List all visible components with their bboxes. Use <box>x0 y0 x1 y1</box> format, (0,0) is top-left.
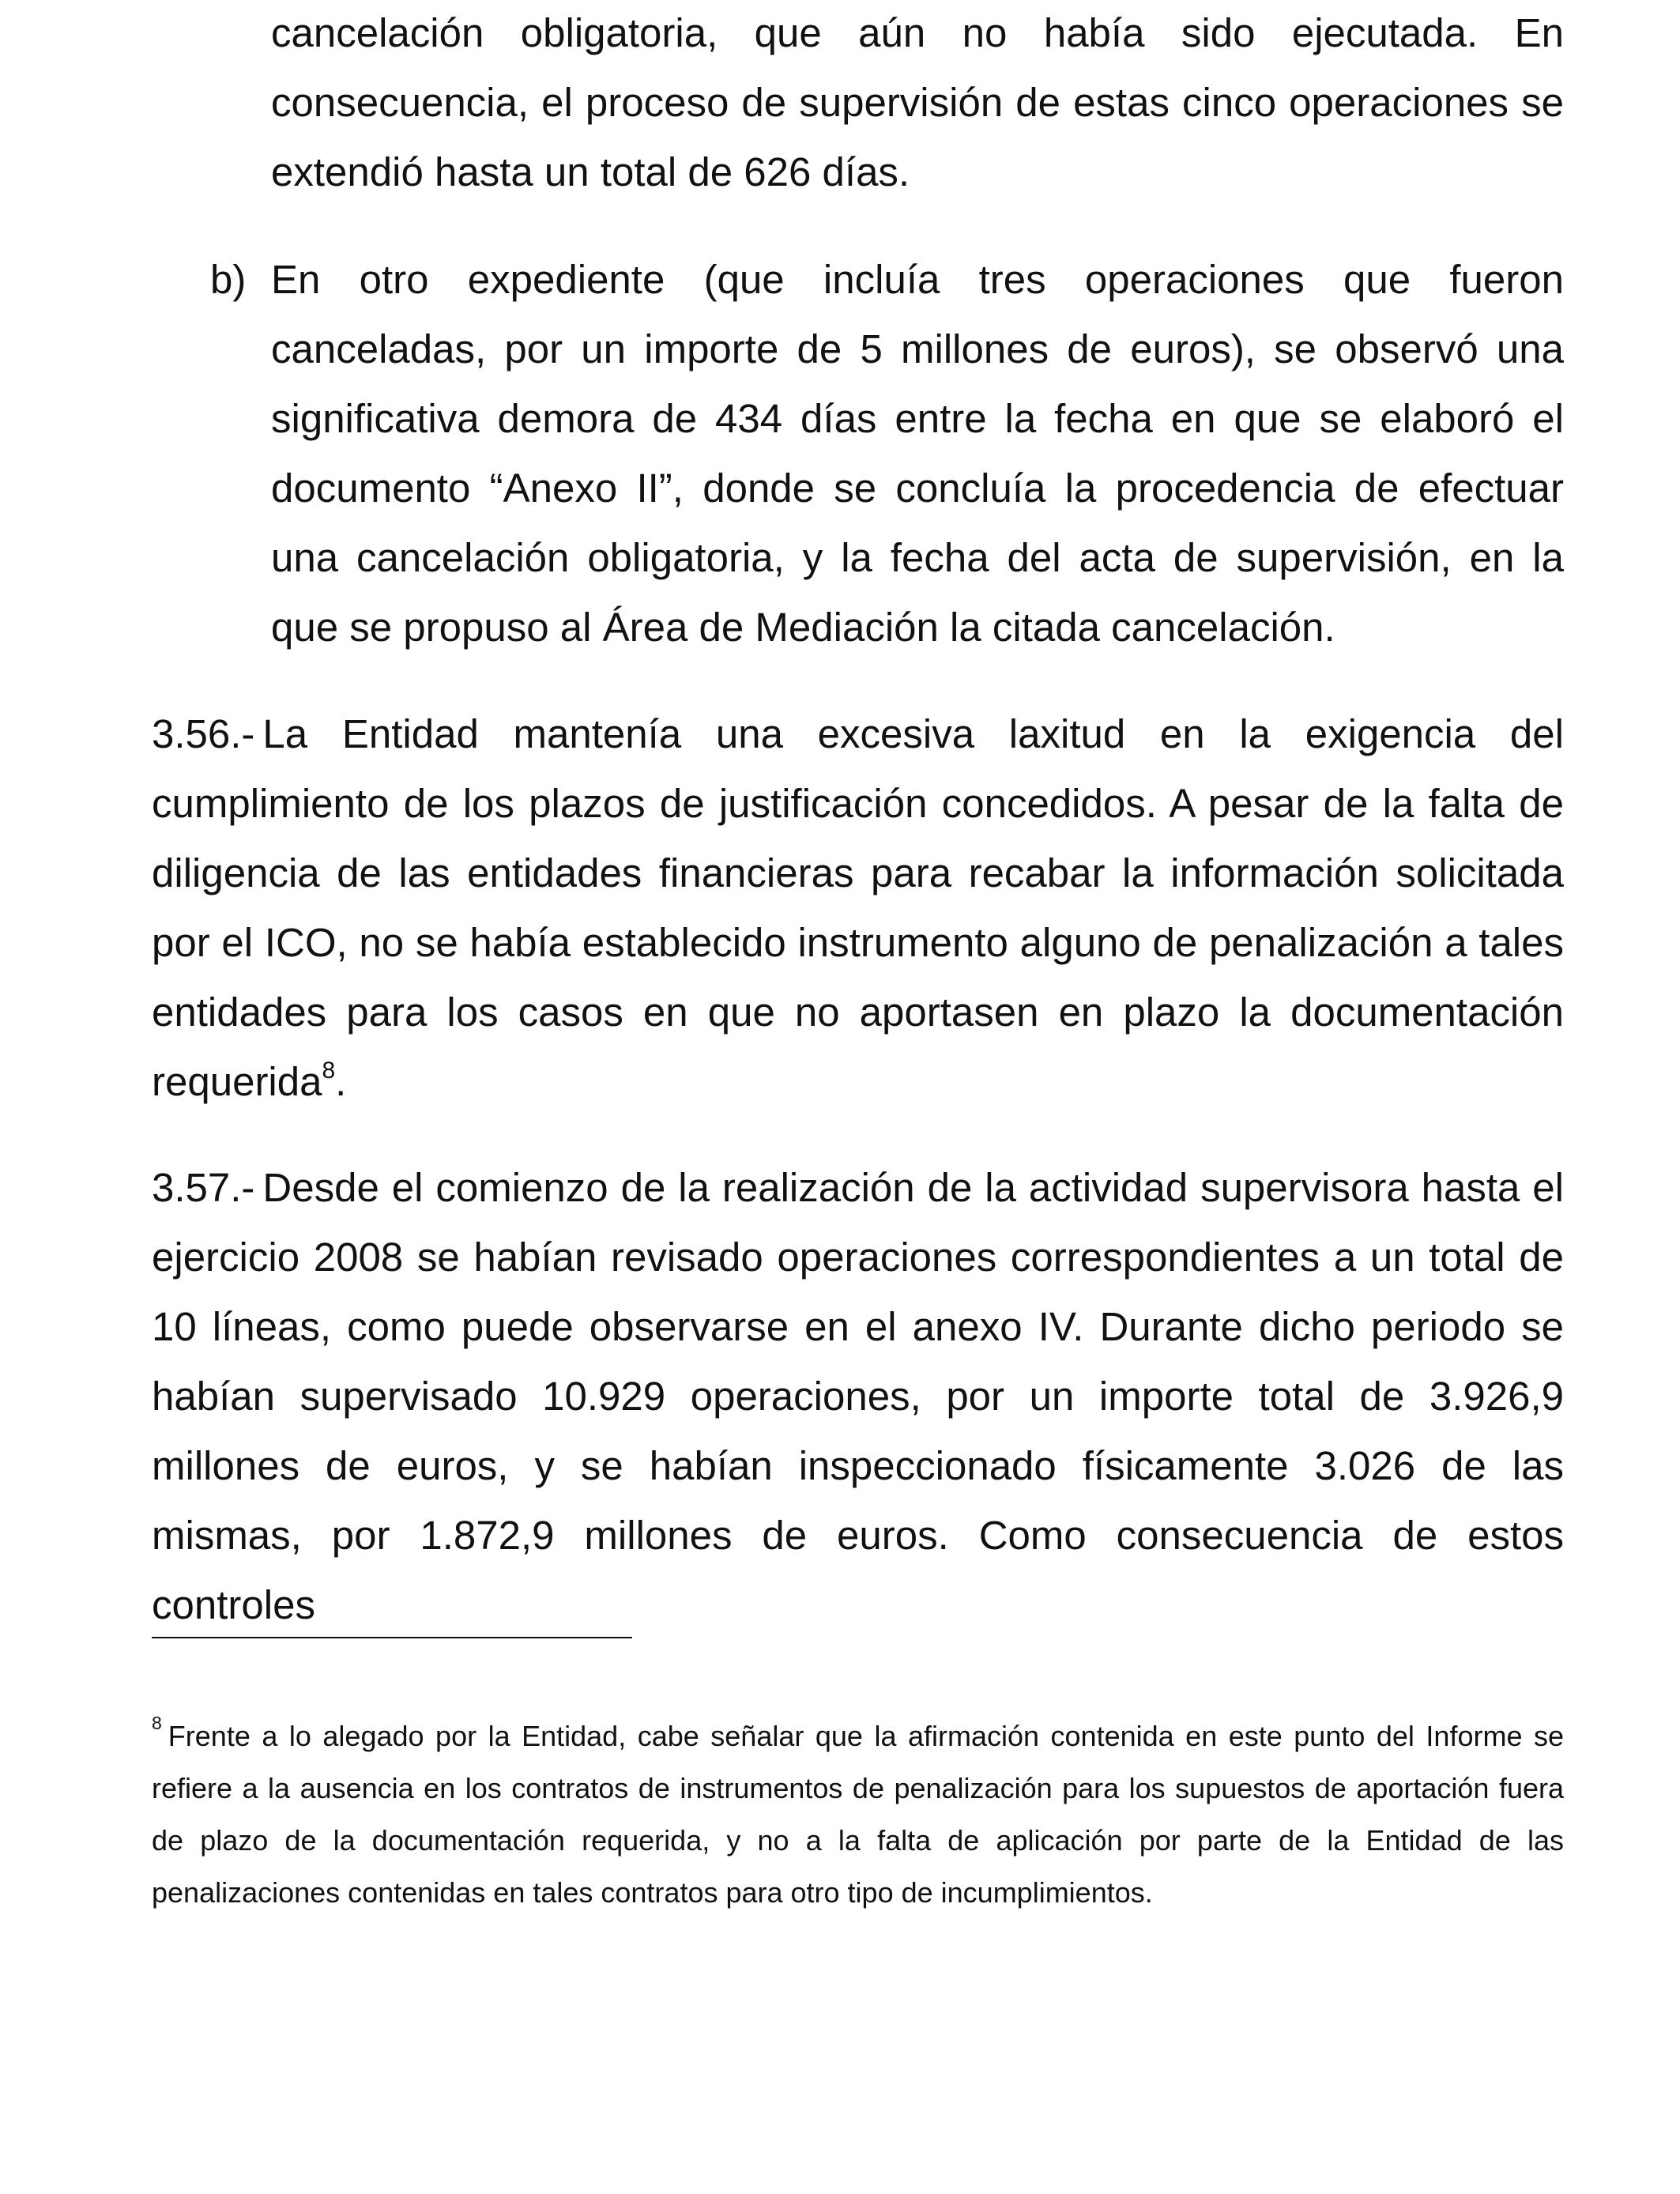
continuation-paragraph <box>271 0 1564 207</box>
footnote-8 <box>152 1710 1564 1919</box>
continuation-text: cancelación obligatoria, que aún no había sido ejecutada. En consecuencia, el proceso de supervisión de estas cinco operaciones se extendió hasta un total de 626 días. <box>271 10 1564 194</box>
footnote-separator <box>152 1637 632 1638</box>
paragraph-3-57 <box>152 1153 1564 1640</box>
list-marker-b: b) <box>210 257 247 302</box>
footnote-reference-8[interactable]: 8 <box>322 1057 336 1084</box>
paragraph-number-3-57: 3.57.- <box>152 1165 255 1210</box>
paragraph-3-57-text: Desde el comienzo de la realización de la actividad supervisora hasta el ejercicio 2008 se habían revisado operaciones correspondientes a un total de 10 líneas, como puede observarse en el anexo IV. Durante dicho periodo se habían supervisado 10.929 operaciones, por un importe total de 3.926,9 millones de euros, y se habían inspeccionado físicamente 3.026 de las mismas, por 1.872,9 millones de euros. Como consecuencia de estos controles <box>152 1165 1564 1627</box>
list-item-b <box>210 245 1564 662</box>
paragraph-number-3-56: 3.56.- <box>152 711 255 756</box>
paragraph-3-56-end: . <box>335 1059 347 1104</box>
footnote-text: Frente a lo alegado por la Entidad, cabe señalar que la afirmación contenida en este punto del Informe se refiere a la ausencia en los contratos de instrumentos de penalización para los supuestos de aportación fuera de plazo de la documentación requerida, y no a la falta de aplicación por parte de la Entidad de las penalizaciones contenidas en tales contratos para otro tipo de incumplimientos. <box>152 1720 1564 1909</box>
paragraph-3-56 <box>152 699 1564 1117</box>
list-item-b-text: En otro expediente (que incluía tres operaciones que fueron canceladas, por un importe de 5 millones de euros), se observó una significativa demora de 434 días entre la fecha en que se elaboró el documento “Anexo II”, donde se concluía la procedencia de efectuar una cancelación obligatoria, y la fecha del acta de supervisión, en la que se propuso al Área de Mediación la citada cancelación. <box>271 257 1564 650</box>
footnote-number: 8 <box>152 1713 162 1733</box>
paragraph-3-56-text: La Entidad mantenía una excesiva laxitud en la exigencia del cumplimiento de los plazos de justificación concedidos. A pesar de la falta de diligencia de las entidades financieras para recabar la información solicitada por el ICO, no se había establecido instrumento alguno de penalización a tales entidades para los casos en que no aportasen en plazo la documentación requerida <box>152 711 1564 1104</box>
